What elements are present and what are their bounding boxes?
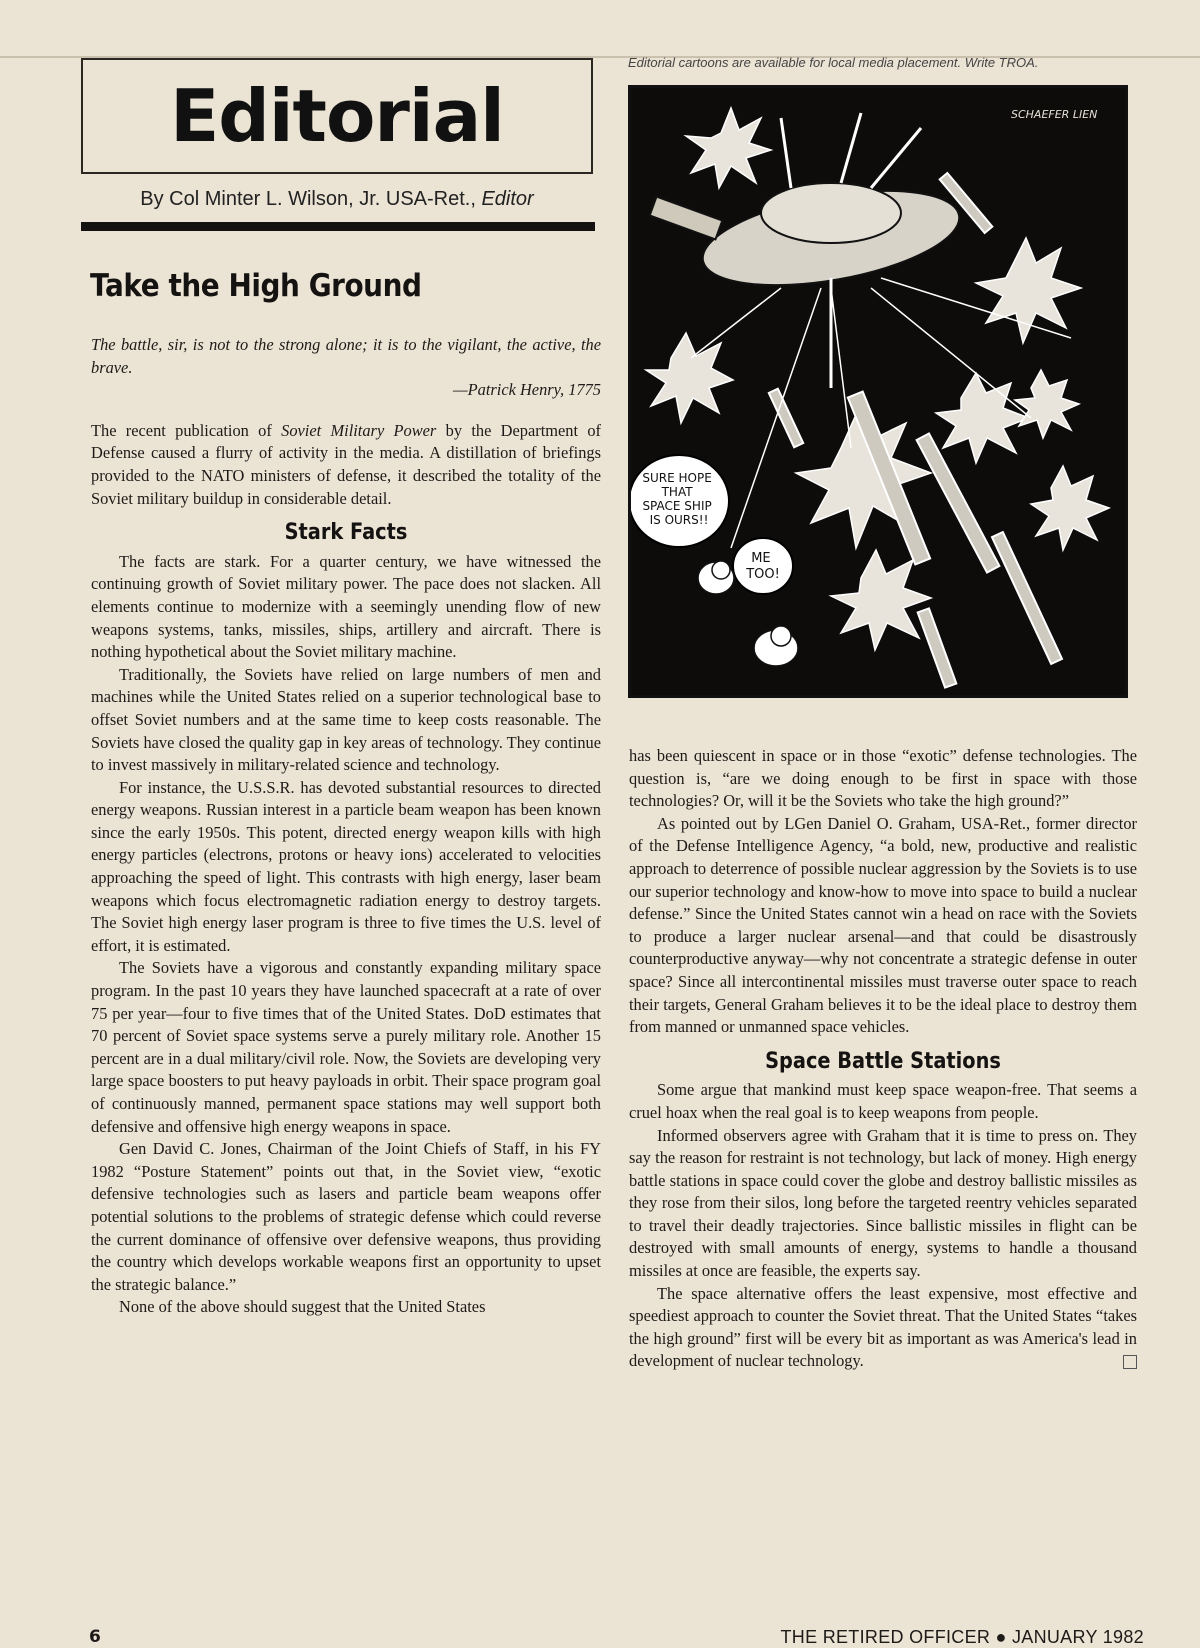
explosion-burst	[1015, 370, 1079, 438]
bubble1-line: SURE HOPE	[642, 471, 712, 485]
publication-footer: THE RETIRED OFFICER ● JANUARY 1982	[780, 1627, 1144, 1647]
svg-text:SURE HOPE THAT SPA	[642, 471, 715, 527]
paragraph: The facts are stark. For a quarter century, we have witnessed the continuing growth of Soviet military power. The pace does not slacken. All elements continue to modernize with a seemingly unending flow of new weapons systems, tanks, missiles, ships, artillery and aircraft. There is nothing hypothetical about the Soviet military machine.	[91, 551, 601, 662]
bubble1-line: IS OURS!!	[649, 513, 709, 527]
page-number: 6	[89, 1627, 101, 1647]
laser-beam	[831, 288, 851, 448]
missile	[918, 608, 957, 687]
epigraph-quote: The battle, sir, is not to the strong alone; it is to the vigilant, the active, the brave.	[91, 335, 601, 377]
epigraph-attribution: —Patrick Henry, 1775	[453, 380, 601, 400]
article-column-left	[91, 334, 601, 1319]
missile	[992, 532, 1062, 664]
paragraph: None of the above should suggest that the United States	[119, 1297, 486, 1317]
subhead-stark-facts: Stark Facts	[284, 520, 408, 546]
cartoon-illustration	[631, 88, 1125, 695]
svg-text:ME TOO!	[745, 551, 780, 582]
explosion-burst	[976, 238, 1081, 343]
editorial-cartoon	[628, 85, 1128, 698]
byline-author: By Col Minter L. Wilson, Jr. USA-Ret.,	[140, 188, 482, 210]
laser-beam	[731, 288, 821, 548]
paragraph: The Soviets have a vigorous and constantly expanding military space program. In the past 10 years they have launched spacecraft at a rate of over 75 per year—four to five times that of the United States. DoD estimates that 70 percent of Soviet space systems serve a purely military role. Another 15 percent are in a dual military/civil role. Now, the Soviets are developing very large space boosters to put heavy payloads in orbit. Their space program goal of continuously manned, permanent space stations may well support both defensive and offensive high energy weapons in space.	[91, 958, 601, 1136]
paragraph: Traditionally, the Soviets have relied on large numbers of men and machines while the United States relied on a superior technological base to offset Soviet numbers and at the same time to keep costs reasonable. The Soviets have closed the quality gap in key areas of technology. They continue to invest massively in military-related science and technology.	[91, 664, 601, 775]
space-station	[650, 113, 967, 388]
article-headline: Take the High Ground	[90, 268, 422, 304]
intro-before: The recent publication of	[91, 420, 282, 440]
laser-beam	[691, 288, 781, 358]
byline	[81, 188, 593, 211]
bubble1-line: SPACE SHIP	[642, 499, 712, 513]
masthead-title: Editorial	[170, 74, 504, 158]
intro-after: by the Department of Defense caused a flurry of activity in the media. A distillation of briefings provided to the NATO ministers of defense, it described the totality of the Soviet military buildup in considerable detail.	[91, 420, 601, 508]
paragraph: has been quiescent in space or in those “exotic” defense technologies. The question is, “are we doing enough to be first in space with those technologies? Or, will it be the Soviets who take the high ground?”	[629, 746, 1137, 811]
article-column-right	[629, 745, 1137, 1373]
end-mark-icon	[1123, 1355, 1137, 1369]
paragraph: For instance, the U.S.S.R. has devoted substantial resources to directed energy weapons. Russian interest in a particle beam weapon has been known since the early 1950s. This potent, directed energy weapon kills with high energy particles (electrons, protons or heavy ions) accelerated to velocities approaching the speed of light. This contrasts with high energy, laser beam weapons which focus electromagnetic radiation energy to destroy targets. The Soviet high energy laser program is three to five times the U.S. level of effort, it is estimated.	[91, 777, 601, 955]
missile	[769, 389, 803, 448]
byline-role: Editor	[481, 188, 534, 210]
bubble1-line: THAT	[661, 485, 693, 499]
speech-bubble-2	[733, 538, 793, 594]
cartoon-signature: SCHAEFER LIEN	[1011, 108, 1098, 121]
paragraph: Informed observers agree with Graham that it is time to press on. They say the reason for restraint is not technology, but lack of money. High energy battle stations in space could cover the globe and destroy ballistic missiles as they rose from their silos, long before the targeted reentry vehicles separated to travel their deadly trajectories. Since ballistic missiles in flight can be destroyed with small amounts of energy, systems to handle a thousand missiles at once are feasible, the experts say.	[629, 1125, 1137, 1281]
explosion-burst	[1031, 466, 1109, 550]
masthead-box	[81, 58, 593, 174]
explosion-burst	[686, 108, 771, 188]
cartoon-caption: Editorial cartoons are available for local media placement. Write TROA.	[628, 55, 1039, 70]
missile	[917, 433, 1000, 572]
explosion-burst	[646, 333, 733, 423]
heavy-rule-divider	[81, 222, 595, 231]
bubble2-line: ME	[751, 551, 771, 566]
paragraph-final	[629, 1283, 1137, 1373]
final-paragraph-text: The space alternative offers the least expensive, most effective and speediest approach to counter the Soviet threat. That the United States “takes the high ground” first will be every bit as important as was America's lead in development of nuclear technology.	[629, 1283, 1137, 1371]
paragraph: Gen David C. Jones, Chairman of the Joint Chiefs of Staff, in his FY 1982 “Posture Statement” points out that, in the Soviet view, “exotic defensive technologies such as lasers and particle beam weapons offer potential solutions to the problems of strategic defense which could reverse the current dominance of offensive over defensive weapons, thus providing the country which develops workable weapons first an opportunity to upset the strategic balance.”	[91, 1139, 601, 1294]
bubble2-line: TOO!	[746, 567, 780, 582]
intro-publication-title: Soviet Military Power	[281, 420, 437, 440]
paragraph: Some argue that mankind must keep space weapon-free. That seems a cruel hoax when the real goal is to keep weapons from people.	[629, 1080, 1137, 1122]
explosion-burst	[936, 373, 1029, 463]
intro-paragraph	[91, 420, 601, 510]
paragraph: As pointed out by LGen Daniel O. Graham, USA-Ret., former director of the Defense Intelligence Agency, “a bold, new, productive and realistic approach to deterrence of possible nuclear aggression by the Soviets is to use our superior technology and know-how to move into space to build a nuclear defense.” Since the United States cannot win a head on race with the Soviets to produce a larger nuclear arsenal—and that could be disastrously counterproductive anyway—why not concentrate a strategic defense in outer space? Since all intercontinental missiles must traverse outer space to reach their targets, General Graham believes it to be the ideal place to destroy them from manned or unmanned space vehicles.	[629, 813, 1137, 1037]
subhead-space-battle-stations: Space Battle Stations	[765, 1048, 1001, 1074]
